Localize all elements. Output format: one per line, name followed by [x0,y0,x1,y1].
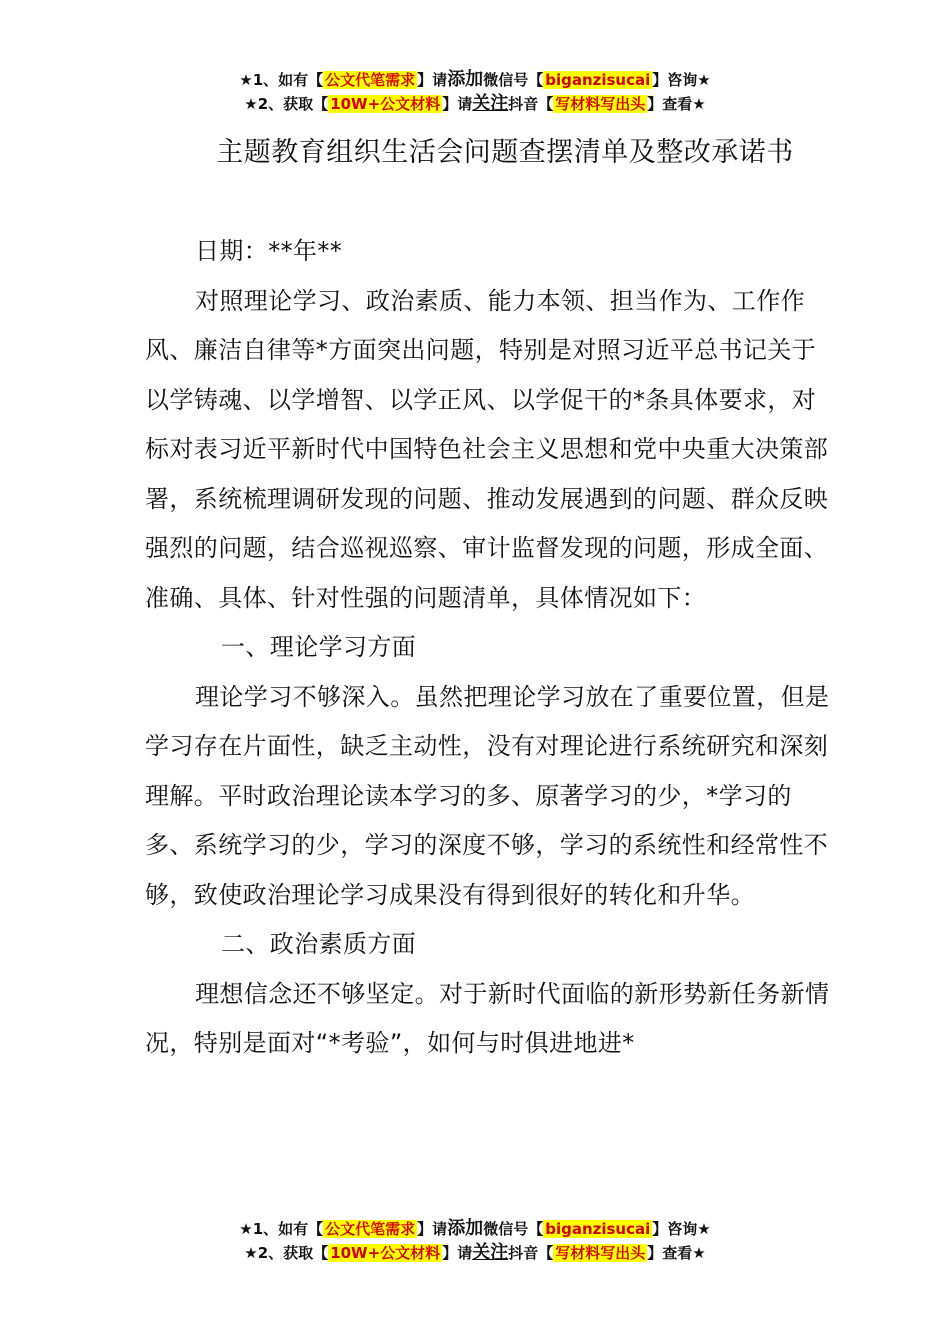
banner-text: 微信号【 [483,71,544,89]
banner-text: 】查看★ [647,95,706,113]
document-body [145,227,835,1069]
section-heading-politics: 二、政治素质方面 [221,930,417,958]
banner-text: 微信号【 [483,1220,544,1238]
section-paragraph-theory: 理论学习不够深入。虽然把理论学习放在了重要位置，但是学习存在片面性，缺乏主动性，没有对理论进行系统研究和深刻理解。平时政治理论读本学习的多、原著学习的少，*学习的多、系统学习的少，学习的深度不够，学习的系统性和经常性不够，致使政治理论学习成果没有得到很好的转化和升华。 [145,682,830,909]
banner-text: 】请 [417,1220,448,1238]
banner-text: 】咨询★ [652,1220,711,1238]
highlight-douyin: 写材料写出头 [555,95,646,113]
banner-text: ★1、如有【 [239,71,324,89]
emphasis-follow: 关注 [472,93,509,114]
banner-text: 】请 [442,95,473,113]
emphasis-follow: 关注 [472,1242,509,1263]
footer-banner [0,1217,950,1265]
banner-line-1 [0,1217,950,1241]
highlight-need: 公文代笔需求 [325,71,416,89]
emphasis-add: 添加 [447,69,484,90]
banner-text: ★2、获取【 [244,1244,329,1262]
highlight-materials: 10W+公文材料 [330,95,441,113]
banner-line-2 [0,1241,950,1265]
section-heading-theory: 一、理论学习方面 [221,633,417,661]
banner-line-1 [0,68,950,92]
emphasis-add: 添加 [447,1218,484,1239]
header-banner [0,68,950,116]
highlight-wechat-id: biganzisucai [545,71,651,89]
banner-text: ★1、如有【 [239,1220,324,1238]
document-title: 主题教育组织生活会问题查摆清单及整改承诺书 [216,137,794,168]
highlight-douyin: 写材料写出头 [555,1244,646,1262]
banner-text: 】咨询★ [652,71,711,89]
intro-paragraph: 对照理论学习、政治素质、能力本领、担当作为、工作作风、廉洁自律等*方面突出问题，特别是对照习近平总书记关于以学铸魂、以学增智、以学正风、以学促干的*条具体要求，对标对表习近平新时代中国特色社会主义思想和党中央重大决策部署，系统梳理调研发现的问题、推动发展遇到的问题、群众反映强烈的问题，结合巡视巡察、审计监督发现的问题，形成全面、准确、具体、针对性强的问题清单，具体情况如下： [145,286,829,612]
section-paragraph-politics: 理想信念还不够坚定。对于新时代面临的新形势新任务新情况，特别是面对“*考验”，如何与时俱进地进* [145,979,830,1057]
banner-text: 】请 [442,1244,473,1262]
banner-text: 抖音【 [508,95,554,113]
date-line: 日期：**年** [195,237,343,265]
banner-text: 抖音【 [508,1244,554,1262]
banner-line-2 [0,92,950,116]
highlight-materials: 10W+公文材料 [330,1244,441,1262]
highlight-wechat-id: biganzisucai [545,1220,651,1238]
banner-text: 】查看★ [647,1244,706,1262]
banner-text: 】请 [417,71,448,89]
banner-text: ★2、获取【 [244,95,329,113]
highlight-need: 公文代笔需求 [325,1220,416,1238]
